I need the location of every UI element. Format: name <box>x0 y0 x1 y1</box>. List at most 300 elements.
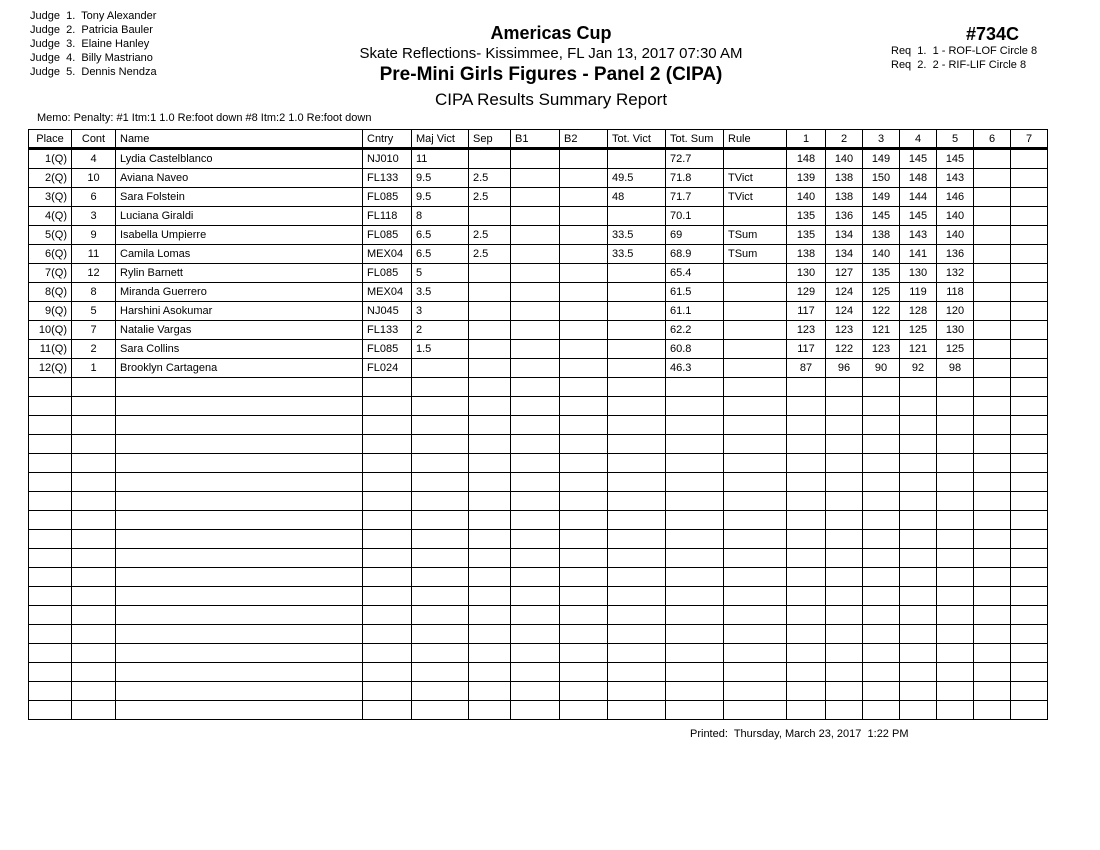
empty-cell <box>900 378 937 397</box>
cell-j5: 125 <box>937 340 974 359</box>
empty-cell <box>1011 587 1048 606</box>
cell-j4: 145 <box>900 149 937 169</box>
cell-j1: 130 <box>787 264 826 283</box>
empty-cell <box>937 625 974 644</box>
cell-j6 <box>974 226 1011 245</box>
column-header: 3 <box>863 130 900 149</box>
empty-cell <box>974 416 1011 435</box>
empty-cell <box>787 473 826 492</box>
empty-cell <box>826 378 863 397</box>
empty-cell <box>72 701 116 720</box>
empty-cell <box>560 416 608 435</box>
empty-cell <box>116 511 363 530</box>
cell-name: Aviana Naveo <box>116 169 363 188</box>
cell-j2: 123 <box>826 321 863 340</box>
empty-cell <box>787 530 826 549</box>
event-title: Pre-Mini Girls Figures - Panel 2 (CIPA) <box>379 64 723 85</box>
judge-1: Judge 1. Tony Alexander <box>30 10 157 22</box>
empty-cell <box>826 587 863 606</box>
cell-cont: 3 <box>72 207 116 226</box>
empty-cell <box>974 682 1011 701</box>
cell-j2: 96 <box>826 359 863 378</box>
empty-cell <box>826 682 863 701</box>
cell-tot-vict <box>608 359 666 378</box>
empty-cell <box>608 511 666 530</box>
requirement-2: Req 2. 2 - RIF-LIF Circle 8 <box>891 59 1027 71</box>
column-header: B2 <box>560 130 608 149</box>
cell-b1 <box>511 245 560 264</box>
empty-cell <box>787 682 826 701</box>
empty-cell <box>72 530 116 549</box>
empty-cell <box>608 397 666 416</box>
empty-cell <box>937 397 974 416</box>
column-header: 6 <box>974 130 1011 149</box>
empty-cell <box>863 435 900 454</box>
empty-cell <box>666 625 724 644</box>
empty-cell <box>608 473 666 492</box>
cell-sep <box>469 359 511 378</box>
empty-cell <box>116 378 363 397</box>
cell-tot-sum: 70.1 <box>666 207 724 226</box>
empty-cell <box>116 530 363 549</box>
empty-cell <box>511 454 560 473</box>
empty-cell <box>666 568 724 587</box>
empty-table-row <box>29 549 1048 568</box>
empty-cell <box>511 568 560 587</box>
cell-j5: 98 <box>937 359 974 378</box>
cell-cntry: NJ045 <box>363 302 412 321</box>
cell-j6 <box>974 359 1011 378</box>
empty-cell <box>1011 473 1048 492</box>
cell-place: 7(Q) <box>29 264 72 283</box>
column-header: Rule <box>724 130 787 149</box>
cell-cntry: MEX04 <box>363 245 412 264</box>
cell-sep <box>469 340 511 359</box>
empty-cell <box>863 530 900 549</box>
empty-cell <box>560 549 608 568</box>
empty-cell <box>511 663 560 682</box>
cell-rule <box>724 321 787 340</box>
cell-cont: 7 <box>72 321 116 340</box>
empty-cell <box>412 416 469 435</box>
printed-timestamp: Printed: Thursday, March 23, 2017 1:22 PM <box>690 728 909 740</box>
cell-tot-vict <box>608 302 666 321</box>
empty-cell <box>900 587 937 606</box>
empty-cell <box>469 416 511 435</box>
cell-j3: 122 <box>863 302 900 321</box>
empty-cell <box>900 606 937 625</box>
cell-cntry: FL085 <box>363 340 412 359</box>
empty-cell <box>608 587 666 606</box>
empty-cell <box>363 606 412 625</box>
empty-cell <box>787 549 826 568</box>
empty-cell <box>363 644 412 663</box>
empty-cell <box>863 568 900 587</box>
empty-table-row <box>29 530 1048 549</box>
table-row <box>29 283 1048 302</box>
cell-b2 <box>560 207 608 226</box>
empty-cell <box>724 701 787 720</box>
cell-maj-vict: 3.5 <box>412 283 469 302</box>
empty-cell <box>900 397 937 416</box>
empty-cell <box>363 663 412 682</box>
empty-cell <box>29 492 72 511</box>
empty-cell <box>787 416 826 435</box>
cell-cntry: FL085 <box>363 188 412 207</box>
cell-place: 6(Q) <box>29 245 72 264</box>
empty-cell <box>937 663 974 682</box>
empty-cell <box>608 549 666 568</box>
empty-cell <box>863 473 900 492</box>
cell-j6 <box>974 245 1011 264</box>
empty-cell <box>1011 511 1048 530</box>
cell-rule: TSum <box>724 245 787 264</box>
cell-cntry: FL085 <box>363 264 412 283</box>
empty-cell <box>1011 435 1048 454</box>
empty-cell <box>937 473 974 492</box>
empty-cell <box>608 644 666 663</box>
empty-table-row <box>29 378 1048 397</box>
cell-b2 <box>560 340 608 359</box>
empty-cell <box>363 511 412 530</box>
empty-cell <box>724 549 787 568</box>
cell-j6 <box>974 302 1011 321</box>
cell-b2 <box>560 188 608 207</box>
cell-place: 3(Q) <box>29 188 72 207</box>
empty-cell <box>826 606 863 625</box>
empty-cell <box>863 378 900 397</box>
empty-cell <box>116 549 363 568</box>
empty-cell <box>560 397 608 416</box>
empty-cell <box>666 644 724 663</box>
cell-cont: 12 <box>72 264 116 283</box>
cell-place: 1(Q) <box>29 149 72 169</box>
empty-cell <box>724 568 787 587</box>
empty-cell <box>1011 549 1048 568</box>
cell-j4: 121 <box>900 340 937 359</box>
empty-cell <box>511 530 560 549</box>
empty-cell <box>72 644 116 663</box>
cell-name: Sara Folstein <box>116 188 363 207</box>
empty-cell <box>116 435 363 454</box>
empty-cell <box>29 416 72 435</box>
empty-cell <box>666 549 724 568</box>
cell-name: Miranda Guerrero <box>116 283 363 302</box>
empty-cell <box>900 530 937 549</box>
empty-cell <box>116 416 363 435</box>
empty-cell <box>608 435 666 454</box>
empty-cell <box>72 397 116 416</box>
cell-sep: 2.5 <box>469 188 511 207</box>
empty-cell <box>974 454 1011 473</box>
empty-cell <box>116 606 363 625</box>
cell-sep <box>469 302 511 321</box>
cell-cntry: FL024 <box>363 359 412 378</box>
cell-rule <box>724 149 787 169</box>
empty-cell <box>560 530 608 549</box>
empty-cell <box>363 492 412 511</box>
cell-tot-vict <box>608 264 666 283</box>
empty-cell <box>116 663 363 682</box>
cell-b1 <box>511 302 560 321</box>
results-table <box>28 129 1048 720</box>
judge-5: Judge 5. Dennis Nendza <box>30 66 157 78</box>
cell-maj-vict: 2 <box>412 321 469 340</box>
empty-cell <box>608 492 666 511</box>
empty-cell <box>608 416 666 435</box>
cell-cont: 9 <box>72 226 116 245</box>
empty-cell <box>72 663 116 682</box>
cell-cont: 8 <box>72 283 116 302</box>
cell-maj-vict: 9.5 <box>412 188 469 207</box>
empty-cell <box>72 549 116 568</box>
empty-cell <box>787 644 826 663</box>
empty-cell <box>412 397 469 416</box>
empty-cell <box>363 549 412 568</box>
table-row <box>29 321 1048 340</box>
empty-cell <box>116 625 363 644</box>
empty-cell <box>863 587 900 606</box>
cell-j2: 138 <box>826 169 863 188</box>
table-row <box>29 359 1048 378</box>
empty-cell <box>116 701 363 720</box>
empty-cell <box>666 397 724 416</box>
empty-cell <box>900 568 937 587</box>
empty-cell <box>1011 416 1048 435</box>
empty-cell <box>608 530 666 549</box>
cell-tot-sum: 72.7 <box>666 149 724 169</box>
cell-j2: 136 <box>826 207 863 226</box>
empty-cell <box>29 606 72 625</box>
empty-table-row <box>29 416 1048 435</box>
empty-cell <box>469 378 511 397</box>
empty-cell <box>72 511 116 530</box>
cell-j6 <box>974 321 1011 340</box>
cell-j7 <box>1011 321 1048 340</box>
empty-cell <box>29 663 72 682</box>
empty-cell <box>560 663 608 682</box>
cell-rule <box>724 283 787 302</box>
empty-cell <box>826 701 863 720</box>
empty-cell <box>937 587 974 606</box>
empty-cell <box>863 682 900 701</box>
cell-j7 <box>1011 207 1048 226</box>
cell-cont: 11 <box>72 245 116 264</box>
empty-cell <box>29 587 72 606</box>
venue-date: Skate Reflections- Kissimmee, FL Jan 13, 2017 07:30 AM <box>359 45 743 62</box>
empty-cell <box>863 511 900 530</box>
empty-cell <box>469 454 511 473</box>
empty-cell <box>826 492 863 511</box>
report-title: CIPA Results Summary Report <box>434 90 668 109</box>
empty-cell <box>29 454 72 473</box>
cell-name: Lydia Castelblanco <box>116 149 363 169</box>
cell-maj-vict: 5 <box>412 264 469 283</box>
empty-cell <box>863 663 900 682</box>
cell-tot-vict <box>608 340 666 359</box>
empty-cell <box>1011 378 1048 397</box>
empty-cell <box>974 397 1011 416</box>
empty-cell <box>974 378 1011 397</box>
cell-tot-sum: 68.9 <box>666 245 724 264</box>
cell-j4: 145 <box>900 207 937 226</box>
column-header: Place <box>29 130 72 149</box>
empty-cell <box>900 492 937 511</box>
cell-cont: 10 <box>72 169 116 188</box>
empty-cell <box>1011 644 1048 663</box>
empty-cell <box>724 625 787 644</box>
cell-j7 <box>1011 226 1048 245</box>
empty-cell <box>29 473 72 492</box>
empty-table-row <box>29 511 1048 530</box>
empty-cell <box>974 606 1011 625</box>
empty-cell <box>900 701 937 720</box>
cell-tot-sum: 69 <box>666 226 724 245</box>
empty-cell <box>1011 663 1048 682</box>
empty-cell <box>826 511 863 530</box>
empty-cell <box>363 682 412 701</box>
cell-b1 <box>511 264 560 283</box>
cell-tot-vict <box>608 149 666 169</box>
empty-cell <box>900 644 937 663</box>
cell-maj-vict: 8 <box>412 207 469 226</box>
column-header: 5 <box>937 130 974 149</box>
cell-sep <box>469 321 511 340</box>
cell-b2 <box>560 169 608 188</box>
cell-sep <box>469 283 511 302</box>
cell-cntry: MEX04 <box>363 283 412 302</box>
empty-cell <box>511 416 560 435</box>
empty-cell <box>724 644 787 663</box>
cell-j7 <box>1011 359 1048 378</box>
cell-name: Brooklyn Cartagena <box>116 359 363 378</box>
column-header: Tot. Vict <box>608 130 666 149</box>
cell-maj-vict: 1.5 <box>412 340 469 359</box>
table-row <box>29 207 1048 226</box>
cell-j2: 138 <box>826 188 863 207</box>
empty-cell <box>900 435 937 454</box>
cell-rule <box>724 207 787 226</box>
empty-table-row <box>29 625 1048 644</box>
cell-j1: 139 <box>787 169 826 188</box>
empty-cell <box>1011 454 1048 473</box>
empty-cell <box>511 587 560 606</box>
empty-cell <box>511 378 560 397</box>
empty-table-row <box>29 492 1048 511</box>
empty-cell <box>863 416 900 435</box>
table-row <box>29 149 1048 169</box>
cell-j1: 135 <box>787 226 826 245</box>
empty-cell <box>412 549 469 568</box>
cell-j3: 140 <box>863 245 900 264</box>
cell-j5: 136 <box>937 245 974 264</box>
cell-cont: 5 <box>72 302 116 321</box>
cell-j3: 138 <box>863 226 900 245</box>
empty-cell <box>666 663 724 682</box>
cell-sep <box>469 149 511 169</box>
empty-cell <box>937 568 974 587</box>
empty-cell <box>863 549 900 568</box>
column-header: Cntry <box>363 130 412 149</box>
empty-cell <box>29 530 72 549</box>
cell-b2 <box>560 226 608 245</box>
table-row <box>29 169 1048 188</box>
cell-b2 <box>560 264 608 283</box>
table-row <box>29 188 1048 207</box>
empty-cell <box>116 587 363 606</box>
cell-b2 <box>560 283 608 302</box>
empty-cell <box>560 454 608 473</box>
cell-cntry: FL133 <box>363 169 412 188</box>
empty-cell <box>974 625 1011 644</box>
cell-tot-vict <box>608 207 666 226</box>
empty-cell <box>826 530 863 549</box>
empty-cell <box>560 701 608 720</box>
cell-maj-vict: 6.5 <box>412 226 469 245</box>
empty-table-row <box>29 701 1048 720</box>
empty-cell <box>666 511 724 530</box>
cell-j5: 145 <box>937 149 974 169</box>
empty-cell <box>787 511 826 530</box>
empty-cell <box>863 701 900 720</box>
empty-cell <box>937 606 974 625</box>
empty-cell <box>666 682 724 701</box>
empty-cell <box>511 435 560 454</box>
cell-j3: 123 <box>863 340 900 359</box>
table-row <box>29 302 1048 321</box>
empty-cell <box>608 701 666 720</box>
empty-cell <box>826 568 863 587</box>
empty-cell <box>511 644 560 663</box>
requirement-1: Req 1. 1 - ROF-LOF Circle 8 <box>891 45 1038 57</box>
cell-tot-vict: 48 <box>608 188 666 207</box>
cell-j4: 143 <box>900 226 937 245</box>
cell-j7 <box>1011 264 1048 283</box>
empty-cell <box>974 568 1011 587</box>
cell-j5: 132 <box>937 264 974 283</box>
empty-cell <box>363 530 412 549</box>
empty-cell <box>363 625 412 644</box>
cell-tot-vict <box>608 321 666 340</box>
memo: Memo: Penalty: #1 Itm:1 1.0 Re:foot down #8 Itm:2 1.0 Re:foot down <box>37 112 372 124</box>
judges-list <box>30 9 157 79</box>
empty-cell <box>974 701 1011 720</box>
empty-cell <box>469 473 511 492</box>
empty-cell <box>363 378 412 397</box>
empty-cell <box>724 435 787 454</box>
cell-tot-sum: 61.1 <box>666 302 724 321</box>
cell-place: 12(Q) <box>29 359 72 378</box>
cell-j6 <box>974 149 1011 169</box>
empty-cell <box>412 435 469 454</box>
empty-cell <box>511 397 560 416</box>
cell-j2: 122 <box>826 340 863 359</box>
empty-cell <box>974 473 1011 492</box>
cell-j6 <box>974 169 1011 188</box>
cell-j3: 149 <box>863 188 900 207</box>
judge-2: Judge 2. Patricia Bauler <box>30 24 153 36</box>
cell-j1: 148 <box>787 149 826 169</box>
empty-cell <box>608 663 666 682</box>
cell-place: 10(Q) <box>29 321 72 340</box>
empty-cell <box>787 625 826 644</box>
cell-j3: 135 <box>863 264 900 283</box>
column-header: Name <box>116 130 363 149</box>
cell-j2: 140 <box>826 149 863 169</box>
cell-j1: 129 <box>787 283 826 302</box>
empty-cell <box>666 378 724 397</box>
cell-b1 <box>511 340 560 359</box>
